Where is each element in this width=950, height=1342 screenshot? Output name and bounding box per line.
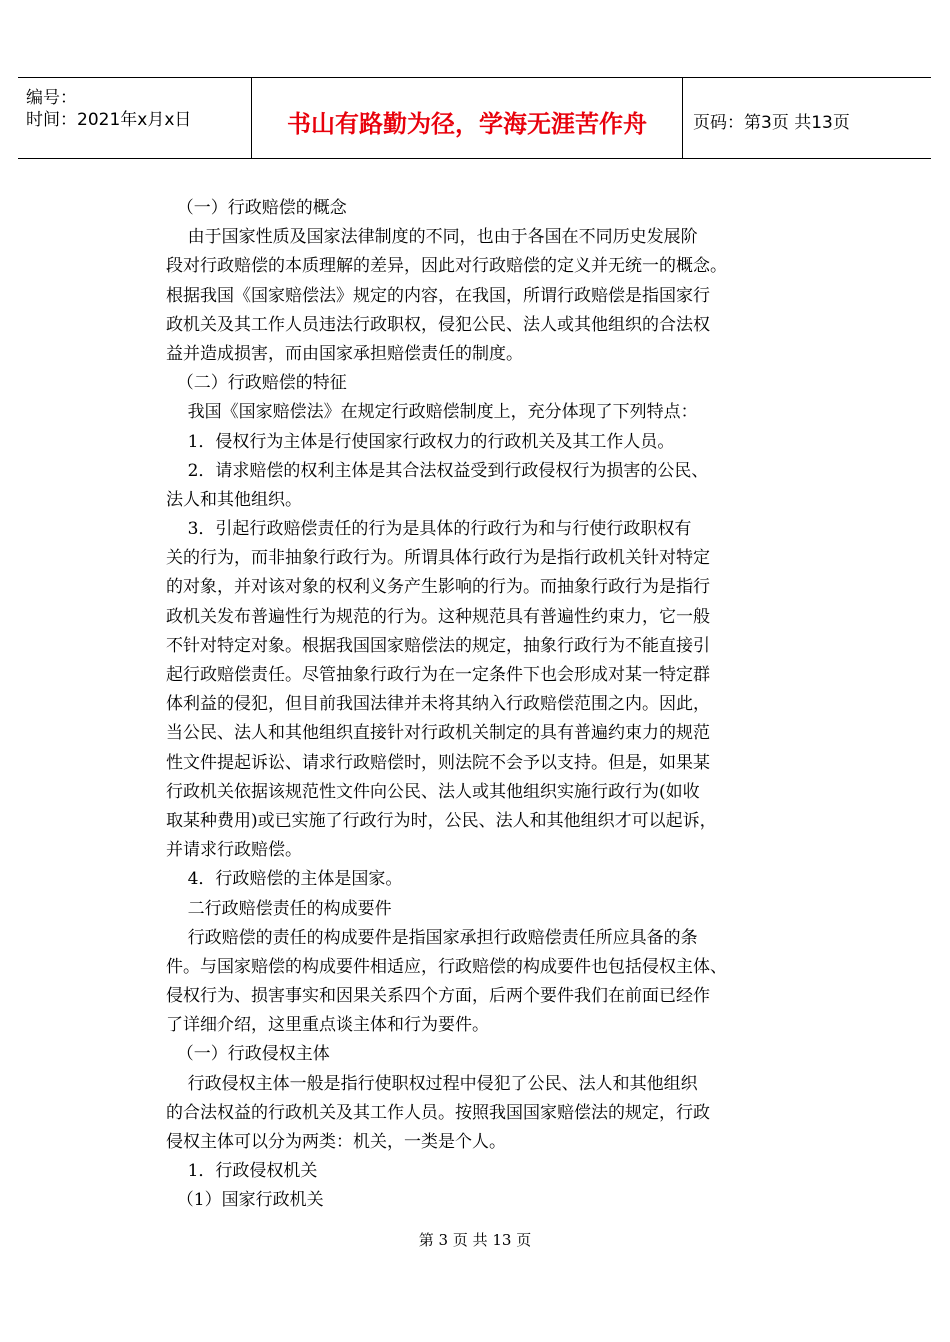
body-text-line: 4．行政赔偿的主体是国家。 [166,869,403,890]
body-text-line: 3．引起行政赔偿责任的行为是具体的行政行为和与行使行政职权有 [166,519,692,540]
body-text-line: 取某种费用)或已实施了行政行为时，公民、法人和其他组织才可以起诉， [166,810,717,831]
header-motto: 书山有路勤为径，学海无涯苦作舟 [287,110,647,138]
body-text-line: 1．侵权行为主体是行使国家行政权力的行政机关及其工作人员。 [166,431,675,452]
body-text-line: 侵权主体可以分为两类：机关，一类是个人。 [166,1132,506,1152]
body-text-line: 件。与国家赔偿的构成要件相适应，行政赔偿的构成要件也包括侵权主体、 [166,956,727,977]
body-text-line: 政机关发布普遍性行为规范的行为。这种规范具有普遍性约束力，它一般 [166,606,710,627]
document-body [166,194,790,1216]
body-text-line: 法人和其他组织。 [166,489,302,510]
document-time-label: 时间：2021年x月x日 [26,110,192,130]
body-text-line: （二）行政赔偿的特征 [166,373,347,394]
body-text-line: 行政侵权主体一般是指行使职权过程中侵犯了公民、法人和其他组织 [166,1073,698,1094]
page-footer: 第 3 页 共 13 页 [418,1231,532,1249]
body-text-line: 了详细介绍，这里重点谈主体和行为要件。 [166,1015,489,1036]
body-text-line: 并请求行政赔偿。 [166,840,302,861]
body-text-line: 的合法权益的行政机关及其工作人员。按照我国国家赔偿法的规定，行政 [166,1102,710,1123]
body-text-line: 行政赔偿的责任的构成要件是指国家承担行政赔偿责任所应具备的条 [166,927,698,948]
header-center-cell [252,78,683,158]
page-header [18,77,931,159]
body-text-line: （一）行政赔偿的概念 [166,198,347,218]
body-text-line: 不针对特定对象。根据我国国家赔偿法的规定，抽象行政行为不能直接引 [166,635,710,656]
body-text-line: （一）行政侵权主体 [166,1044,330,1065]
body-text-line: 体利益的侵犯，但目前我国法律并未将其纳入行政赔偿范围之内。因此， [166,694,710,715]
body-text-line: 侵权行为、损害事实和因果关系四个方面，后两个要件我们在前面已经作 [166,986,710,1007]
header-right-cell [683,78,931,158]
body-text-line: 政机关及其工作人员违法行政职权，侵犯公民、法人或其他组织的合法权 [166,314,710,335]
body-text-line: 关的行为，而非抽象行政行为。所谓具体行政行为是指行政机关针对特定 [166,548,710,569]
header-page-number: 页码：第3页 共13页 [693,113,850,133]
body-text-line: 根据我国《国家赔偿法》规定的内容，在我国，所谓行政赔偿是指国家行 [166,285,710,306]
body-text-line: 性文件提起诉讼、请求行政赔偿时，则法院不会予以支持。但是，如果某 [166,752,710,773]
body-text-line: 由于国家性质及国家法律制度的不同，也由于各国在不同历史发展阶 [166,227,698,248]
body-text-line: 我国《国家赔偿法》在规定行政赔偿制度上，充分体现了下列特点： [166,402,698,423]
body-text-line: 当公民、法人和其他组织直接针对行政机关制定的具有普遍约束力的规范 [166,723,710,744]
header-left-cell [18,78,252,158]
body-text-line: 行政机关依据该规范性文件向公民、法人或其他组织实施行政行为(如收 [166,781,700,802]
body-text-line: 段对行政赔偿的本质理解的差异，因此对行政赔偿的定义并无统一的概念。 [166,256,727,277]
body-text-line: 起行政赔偿责任。尽管抽象行政行为在一定条件下也会形成对某一特定群 [166,665,710,685]
document-id-label: 编号： [26,88,77,108]
body-text-line: 1．行政侵权机关 [166,1161,318,1182]
body-text-line: 2．请求赔偿的权利主体是其合法权益受到行政侵权行为损害的公民、 [166,460,709,481]
body-text-line: 的对象，并对该对象的权利义务产生影响的行为。而抽象行政行为是指行 [166,577,710,598]
body-text-line: 益并造成损害，而由国家承担赔偿责任的制度。 [166,343,523,364]
body-text-line: （1）国家行政机关 [166,1190,324,1211]
body-text-line: 二行政赔偿责任的构成要件 [166,898,392,919]
